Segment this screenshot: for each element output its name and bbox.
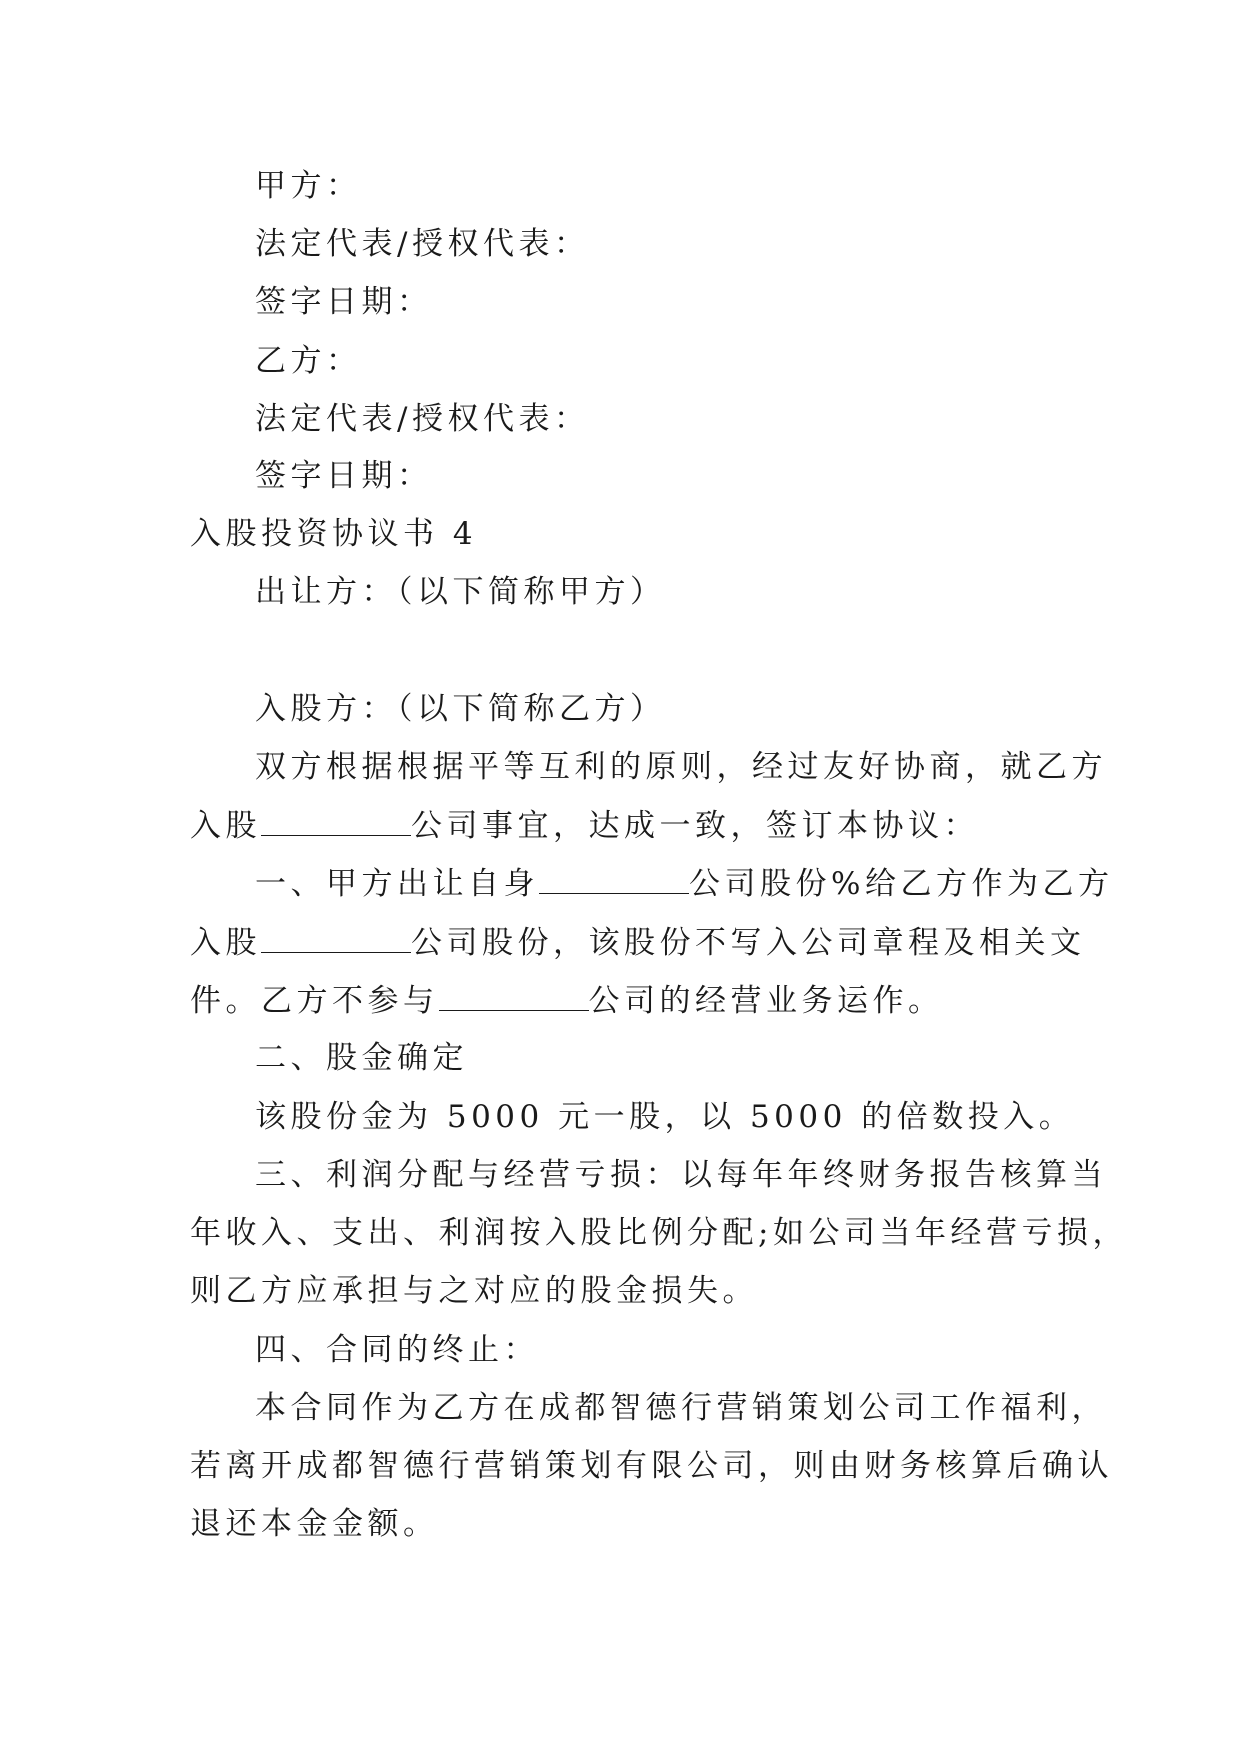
preamble-line-1: 双方根据根据平等互利的原则，经过友好协商，就乙方 bbox=[255, 749, 1107, 785]
company-name-blank bbox=[539, 863, 689, 894]
party-b-label: 乙方： bbox=[255, 343, 362, 379]
clause-3-line-2: 年收入、支出、利润按入股比例分配;如公司当年经营亏损， bbox=[190, 1215, 1128, 1251]
clause-1-line-1 bbox=[255, 863, 1113, 904]
transferor-line: 出让方：（以下简称甲方） bbox=[255, 574, 666, 610]
preamble-line-2-prefix: 入股 bbox=[190, 808, 261, 844]
clause-2-heading: 二、股金确定 bbox=[255, 1040, 468, 1076]
clause-4-heading: 四、合同的终止： bbox=[255, 1332, 539, 1368]
party-a-representative-label: 法定代表/授权代表： bbox=[255, 226, 590, 262]
party-b-representative-label: 法定代表/授权代表： bbox=[255, 401, 590, 437]
clause-4-line-2: 若离开成都智德行营销策划有限公司，则由财务核算后确认 bbox=[190, 1448, 1113, 1484]
clause-1-line-2 bbox=[190, 922, 1086, 963]
clause-1-line-3-suffix: 公司的经营业务运作。 bbox=[588, 983, 944, 1019]
clause-1-line-3-prefix: 件。乙方不参与 bbox=[190, 983, 439, 1019]
clause-1-line-2-prefix: 入股 bbox=[190, 925, 261, 961]
company-name-blank bbox=[261, 922, 411, 953]
investor-line: 入股方：（以下简称乙方） bbox=[255, 691, 666, 727]
company-name-blank bbox=[261, 805, 411, 836]
clause-1-line-2-suffix: 公司股份，该股份不写入公司章程及相关文 bbox=[411, 925, 1086, 961]
clause-1-line-1-prefix: 一、甲方出让自身 bbox=[255, 866, 539, 902]
clause-4-line-1: 本合同作为乙方在成都智德行营销策划公司工作福利， bbox=[255, 1390, 1107, 1426]
clause-1-line-1-suffix: 公司股份%给乙方作为乙方 bbox=[689, 866, 1114, 902]
party-a-label: 甲方： bbox=[255, 168, 362, 204]
clause-3-line-1: 三、利润分配与经营亏损：以每年年终财务报告核算当 bbox=[255, 1157, 1107, 1193]
clause-2-body: 该股份金为 5000 元一股，以 5000 的倍数投入。 bbox=[255, 1099, 1075, 1135]
party-b-sign-date-label: 签字日期： bbox=[255, 458, 433, 494]
clause-4-line-3: 退还本金金额。 bbox=[190, 1506, 439, 1542]
preamble-line-2 bbox=[190, 805, 979, 846]
party-a-sign-date-label: 签字日期： bbox=[255, 284, 433, 320]
clause-1-line-3 bbox=[190, 980, 944, 1021]
document-title: 入股投资协议书 4 bbox=[190, 516, 478, 552]
preamble-line-2-suffix: 公司事宜，达成一致，签订本协议： bbox=[411, 808, 979, 844]
clause-3-line-3: 则乙方应承担与之对应的股金损失。 bbox=[190, 1273, 758, 1309]
company-name-blank bbox=[439, 980, 589, 1011]
